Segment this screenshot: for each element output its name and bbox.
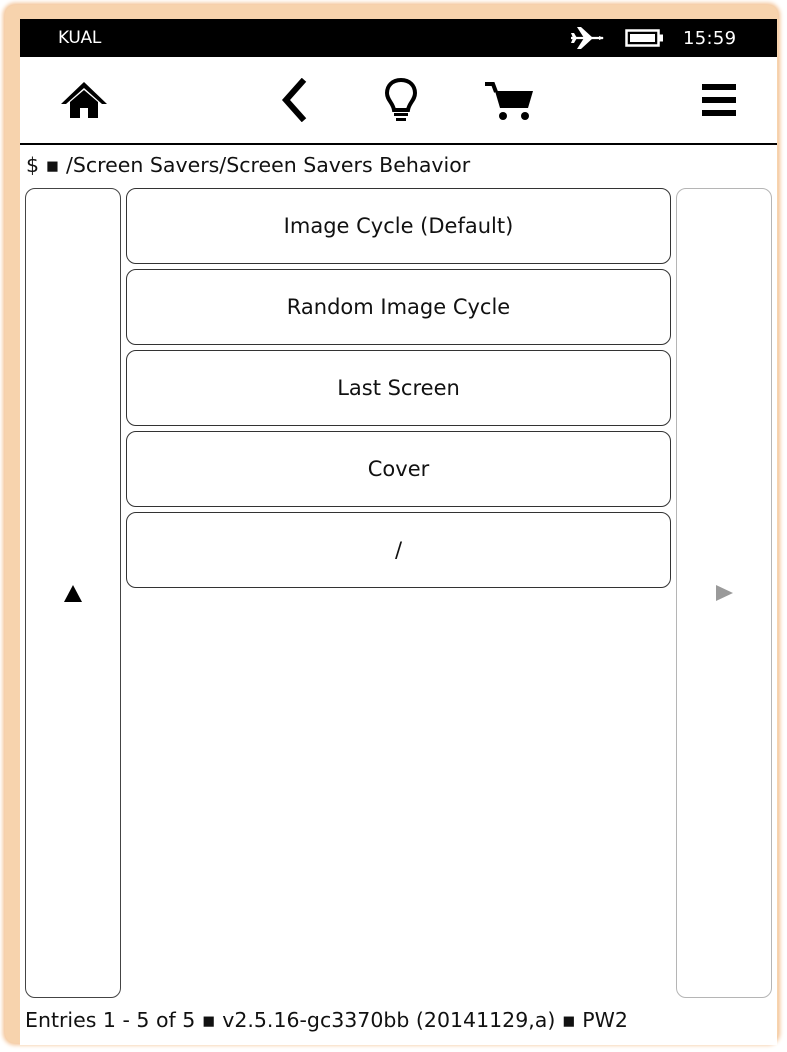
home-button[interactable] [56, 75, 112, 125]
app-title: KUAL [58, 28, 102, 48]
menu-list [126, 188, 671, 593]
right-triangle-icon [716, 585, 733, 601]
menu-item-random-image-cycle[interactable]: Random Image Cycle [126, 269, 671, 345]
menu-button[interactable] [691, 75, 747, 125]
menu-item-cover[interactable]: Cover [126, 431, 671, 507]
up-triangle-icon [64, 585, 82, 602]
lightbulb-button[interactable] [373, 75, 429, 125]
menu-item-image-cycle[interactable]: Image Cycle (Default) [126, 188, 671, 264]
page-up-button[interactable] [25, 188, 121, 998]
airplane-mode-icon [569, 25, 605, 51]
battery-icon [625, 29, 665, 47]
home-icon [57, 78, 111, 122]
cart-icon [483, 78, 535, 122]
back-icon [278, 78, 310, 122]
clock: 15:59 [683, 28, 737, 49]
menu-item-root[interactable]: / [126, 512, 671, 588]
next-page-button[interactable] [676, 188, 772, 998]
store-cart-button[interactable] [481, 75, 537, 125]
lightbulb-icon [383, 77, 419, 123]
toolbar [20, 57, 777, 145]
breadcrumb: $ ▪ /Screen Savers/Screen Savers Behavior [26, 153, 471, 177]
menu-icon [701, 81, 737, 119]
screen [20, 19, 777, 1045]
device-frame [5, 5, 778, 1043]
status-bar [20, 19, 777, 57]
back-button[interactable] [266, 75, 322, 125]
status-footer: Entries 1 - 5 of 5 ▪ v2.5.16-gc3370bb (20141129,a) ▪ PW2 [25, 1008, 628, 1032]
menu-item-last-screen[interactable]: Last Screen [126, 350, 671, 426]
